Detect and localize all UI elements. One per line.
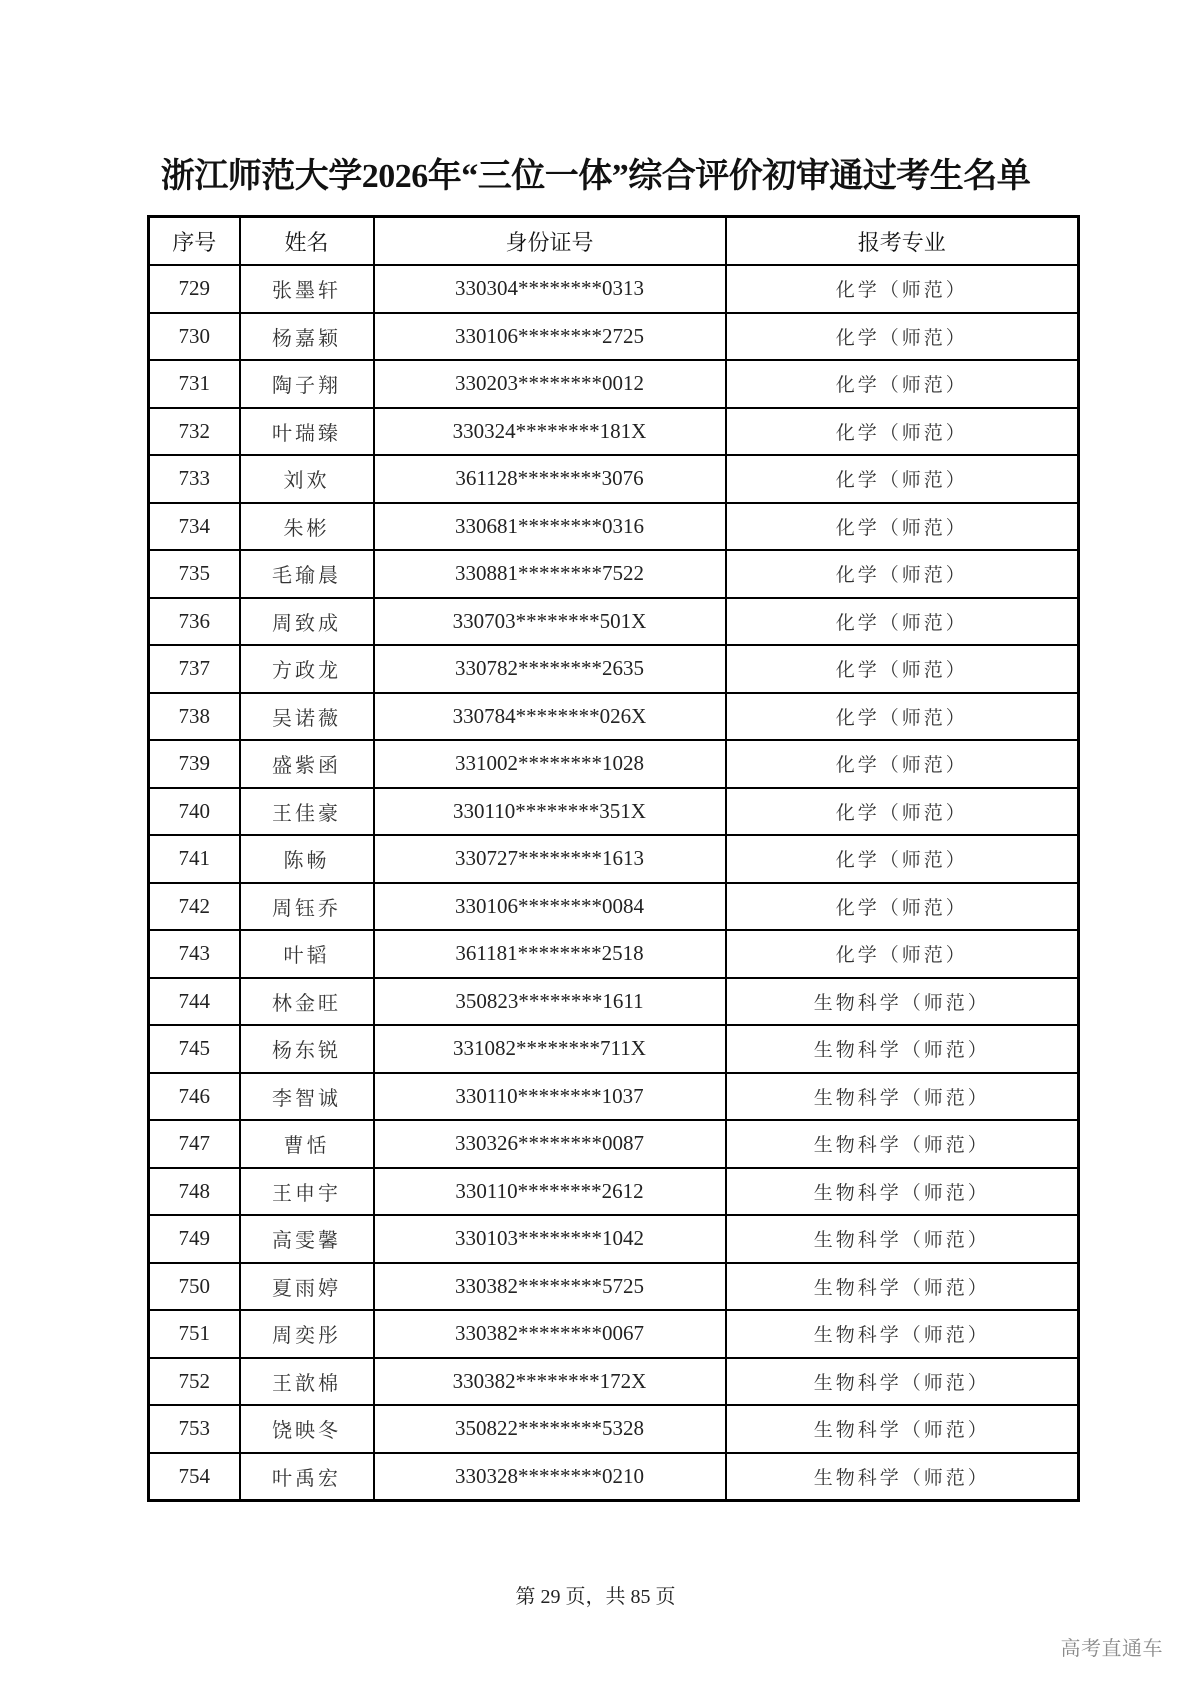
cell-serial-number: 750 — [149, 1263, 240, 1311]
cell-major: 化学（师范） — [726, 645, 1079, 693]
cell-major: 化学（师范） — [726, 598, 1079, 646]
cell-major: 化学（师范） — [726, 455, 1079, 503]
cell-major: 化学（师范） — [726, 788, 1079, 836]
cell-id-number: 330382********172X — [374, 1358, 726, 1406]
cell-name: 陈畅 — [240, 835, 374, 883]
cell-id-number: 330110********1037 — [374, 1073, 726, 1121]
cell-major: 化学（师范） — [726, 835, 1079, 883]
cell-serial-number: 742 — [149, 883, 240, 931]
cell-name: 叶禹宏 — [240, 1453, 374, 1501]
cell-name: 杨东锐 — [240, 1025, 374, 1073]
cell-id-number: 330103********1042 — [374, 1215, 726, 1263]
watermark-text: 高考直通车 — [1060, 1636, 1163, 1660]
cell-serial-number: 740 — [149, 788, 240, 836]
cell-serial-number: 753 — [149, 1405, 240, 1453]
page-number: 第 29 页，共 85 页 — [515, 1586, 676, 1608]
cell-name: 王申宇 — [240, 1168, 374, 1216]
cell-serial-number: 733 — [149, 455, 240, 503]
cell-id-number: 331002********1028 — [374, 740, 726, 788]
table-row — [149, 1358, 1079, 1406]
cell-major: 化学（师范） — [726, 408, 1079, 456]
cell-id-number: 330782********2635 — [374, 645, 726, 693]
table-row — [149, 360, 1079, 408]
cell-major: 生物科学（师范） — [726, 1073, 1079, 1121]
cell-name: 朱彬 — [240, 503, 374, 551]
cell-serial-number: 730 — [149, 313, 240, 361]
cell-id-number: 361128********3076 — [374, 455, 726, 503]
cell-id-number: 350823********1611 — [374, 978, 726, 1026]
table-row — [149, 313, 1079, 361]
cell-major: 生物科学（师范） — [726, 1263, 1079, 1311]
table-row — [149, 550, 1079, 598]
cell-id-number: 330703********501X — [374, 598, 726, 646]
cell-major: 化学（师范） — [726, 693, 1079, 741]
table-row — [149, 408, 1079, 456]
cell-major: 化学（师范） — [726, 740, 1079, 788]
cell-serial-number: 736 — [149, 598, 240, 646]
cell-serial-number: 735 — [149, 550, 240, 598]
cell-serial-number: 751 — [149, 1310, 240, 1358]
cell-name: 饶映冬 — [240, 1405, 374, 1453]
cell-major: 生物科学（师范） — [726, 1215, 1079, 1263]
cell-name: 周致成 — [240, 598, 374, 646]
cell-name: 陶子翔 — [240, 360, 374, 408]
table-row — [149, 1310, 1079, 1358]
cell-name: 王佳豪 — [240, 788, 374, 836]
cell-name: 叶韬 — [240, 930, 374, 978]
table-row — [149, 1073, 1079, 1121]
cell-id-number: 330304********0313 — [374, 265, 726, 313]
cell-serial-number: 745 — [149, 1025, 240, 1073]
cell-major: 生物科学（师范） — [726, 1168, 1079, 1216]
table-row — [149, 930, 1079, 978]
cell-serial-number: 739 — [149, 740, 240, 788]
table-row — [149, 1453, 1079, 1501]
table-row — [149, 598, 1079, 646]
cell-name: 盛紫函 — [240, 740, 374, 788]
cell-id-number: 330382********5725 — [374, 1263, 726, 1311]
cell-name: 吴诺薇 — [240, 693, 374, 741]
cell-id-number: 330382********0067 — [374, 1310, 726, 1358]
cell-serial-number: 734 — [149, 503, 240, 551]
table-row — [149, 1120, 1079, 1168]
table-row — [149, 503, 1079, 551]
cell-name: 叶瑞臻 — [240, 408, 374, 456]
cell-name: 毛瑜晨 — [240, 550, 374, 598]
table-row — [149, 978, 1079, 1026]
table-row — [149, 788, 1079, 836]
cell-serial-number: 743 — [149, 930, 240, 978]
document-title: 浙江师范大学2026年“三位一体”综合评价初审通过考生名单 — [160, 158, 1031, 195]
table-row — [149, 1025, 1079, 1073]
table-body — [149, 265, 1079, 1501]
cell-major: 生物科学（师范） — [726, 1025, 1079, 1073]
cell-major: 生物科学（师范） — [726, 1405, 1079, 1453]
table-row — [149, 1168, 1079, 1216]
cell-name: 夏雨婷 — [240, 1263, 374, 1311]
cell-serial-number: 746 — [149, 1073, 240, 1121]
cell-major: 生物科学（师范） — [726, 1358, 1079, 1406]
cell-serial-number: 737 — [149, 645, 240, 693]
cell-name: 李智诚 — [240, 1073, 374, 1121]
cell-id-number: 331082********711X — [374, 1025, 726, 1073]
cell-name: 杨嘉颖 — [240, 313, 374, 361]
cell-major: 化学（师范） — [726, 883, 1079, 931]
cell-serial-number: 741 — [149, 835, 240, 883]
cell-major: 化学（师范） — [726, 503, 1079, 551]
cell-serial-number: 748 — [149, 1168, 240, 1216]
cell-id-number: 330110********351X — [374, 788, 726, 836]
header-name: 姓名 — [240, 217, 374, 266]
cell-major: 化学（师范） — [726, 265, 1079, 313]
cell-major: 化学（师范） — [726, 550, 1079, 598]
cell-serial-number: 749 — [149, 1215, 240, 1263]
header-major: 报考专业 — [726, 217, 1079, 266]
cell-serial-number: 752 — [149, 1358, 240, 1406]
cell-serial-number: 732 — [149, 408, 240, 456]
table-row — [149, 1263, 1079, 1311]
table-row — [149, 1215, 1079, 1263]
table-row — [149, 1405, 1079, 1453]
cell-id-number: 330727********1613 — [374, 835, 726, 883]
cell-serial-number: 747 — [149, 1120, 240, 1168]
cell-id-number: 350822********5328 — [374, 1405, 726, 1453]
cell-name: 周奕彤 — [240, 1310, 374, 1358]
cell-id-number: 330326********0087 — [374, 1120, 726, 1168]
cell-major: 生物科学（师范） — [726, 978, 1079, 1026]
table-row — [149, 693, 1079, 741]
cell-major: 生物科学（师范） — [726, 1310, 1079, 1358]
cell-id-number: 330881********7522 — [374, 550, 726, 598]
cell-name: 曹恬 — [240, 1120, 374, 1168]
cell-name: 王歆棉 — [240, 1358, 374, 1406]
cell-id-number: 330784********026X — [374, 693, 726, 741]
cell-serial-number: 729 — [149, 265, 240, 313]
cell-id-number: 361181********2518 — [374, 930, 726, 978]
table-row — [149, 740, 1079, 788]
cell-serial-number: 738 — [149, 693, 240, 741]
cell-id-number: 330203********0012 — [374, 360, 726, 408]
candidate-table — [147, 215, 1080, 1502]
cell-serial-number: 744 — [149, 978, 240, 1026]
cell-serial-number: 754 — [149, 1453, 240, 1501]
table-row — [149, 645, 1079, 693]
cell-major: 化学（师范） — [726, 360, 1079, 408]
table-row — [149, 265, 1079, 313]
header-id-number: 身份证号 — [374, 217, 726, 266]
cell-id-number: 330110********2612 — [374, 1168, 726, 1216]
cell-major: 生物科学（师范） — [726, 1120, 1079, 1168]
table-header-row — [149, 217, 1079, 266]
cell-name: 高雯馨 — [240, 1215, 374, 1263]
table-row — [149, 455, 1079, 503]
cell-serial-number: 731 — [149, 360, 240, 408]
cell-name: 方政龙 — [240, 645, 374, 693]
cell-name: 张墨轩 — [240, 265, 374, 313]
cell-name: 林金旺 — [240, 978, 374, 1026]
cell-id-number: 330328********0210 — [374, 1453, 726, 1501]
cell-id-number: 330681********0316 — [374, 503, 726, 551]
cell-name: 刘欢 — [240, 455, 374, 503]
cell-id-number: 330324********181X — [374, 408, 726, 456]
cell-id-number: 330106********2725 — [374, 313, 726, 361]
table-row — [149, 883, 1079, 931]
header-serial-number: 序号 — [149, 217, 240, 266]
table-row — [149, 835, 1079, 883]
cell-major: 化学（师范） — [726, 313, 1079, 361]
cell-id-number: 330106********0084 — [374, 883, 726, 931]
cell-major: 生物科学（师范） — [726, 1453, 1079, 1501]
cell-name: 周钰乔 — [240, 883, 374, 931]
cell-major: 化学（师范） — [726, 930, 1079, 978]
